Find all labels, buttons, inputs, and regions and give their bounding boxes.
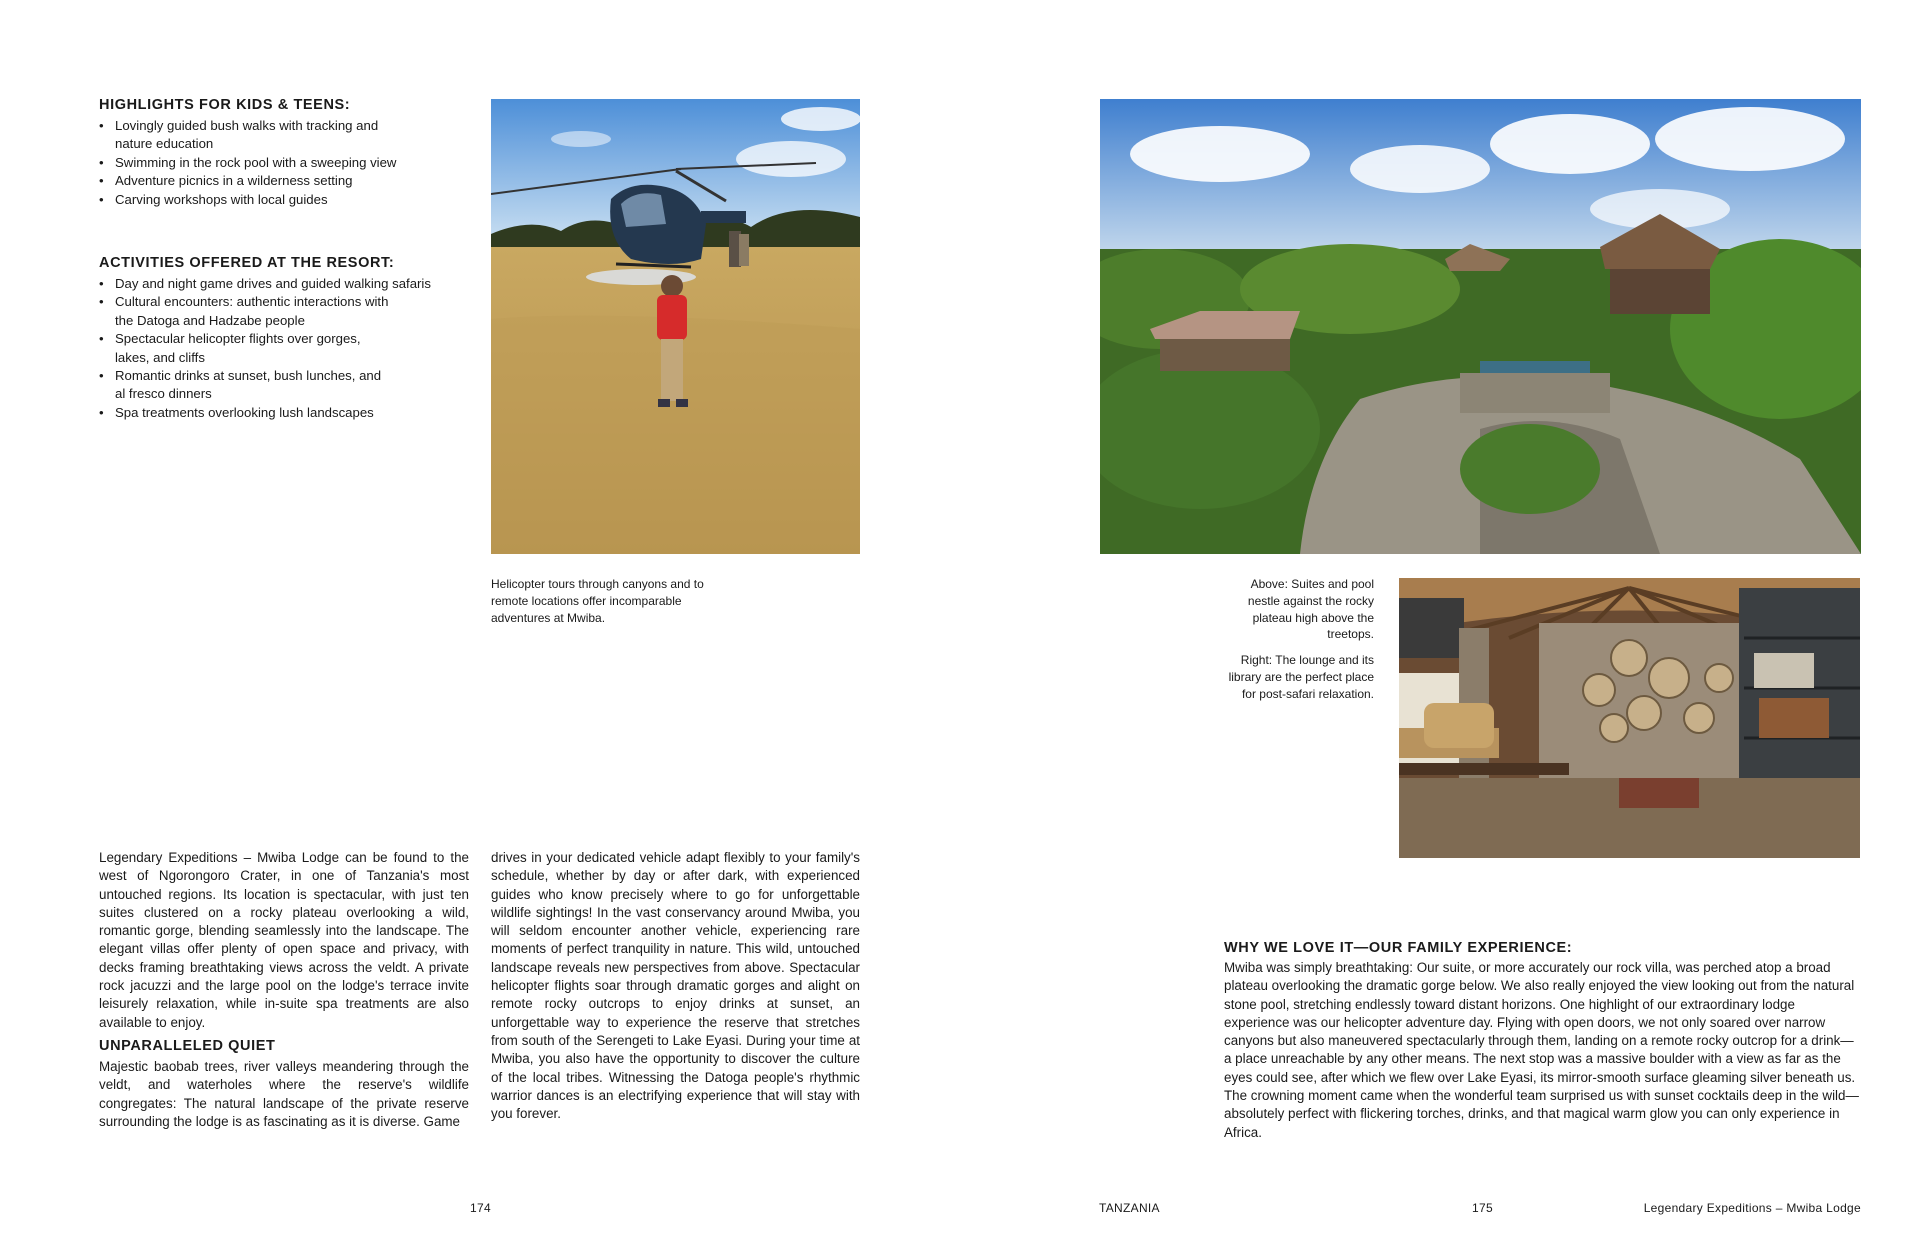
list-item: • Spectacular helicopter flights over gorges, lakes, and cliffs <box>99 330 449 367</box>
activities-section <box>99 255 449 422</box>
list-item: • Adventure picnics in a wilderness setting <box>99 172 409 190</box>
body-column-2 <box>491 849 860 1123</box>
activities-heading: ACTIVITIES OFFERED AT THE RESORT: <box>99 255 395 271</box>
lounge-illustration <box>1399 578 1860 858</box>
lodge-aerial-photo <box>1100 99 1861 554</box>
family-experience-paragraph: Mwiba was simply breathtaking: Our suite, or more accurately our rock villa, was perched atop a broad plateau overlooking the dramatic gorge below. We also really enjoyed the view looking out from the natural stone pool, stretching endlessly toward distant horizons. One highlight of our extraordinary lodge experience was our helicopter adventure day. Flying with open doors, we not only soared over narrow canyons but also maneuvered spectacularly through them, landing on a remote rocky outcrop for a drink—a place unreachable by any other means. The next stop was a massive boulder with a view as far as the eyes could see, after which we flew over Lake Eyasi, its mirror-smooth surface gleaming silver beneath us. The crowning moment came when the wonderful team surprised us with sunset cocktails deep in the wild—absolutely perfect with flickering torches, drinks, and that magical warm glow you can only experience in Africa. <box>1224 960 1859 1140</box>
column-2-paragraph: drives in your dedicated vehicle adapt flexibly to your family's schedule, whether by day or after dark, with experienced guides who know precisely where to go for unforgettable wildlife sightings! In the vast conservancy around Mwiba, you will seldom encounter another vehicle, experiencing rare moments of perfect tranquility in nature. This wild, untouched landscape reveals new perspectives from above. Spectacular helicopter flights soar through dramatic gorges and alight on remote rocky outcrops to enjoy drinks at sunset, an unforgettable way to experience the reserve that stretches from south of the Serengeti to Lake Eyasi. During your time at Mwiba, you also have the opportunity to discover the culture of the local tribes. Witnessing the Datoga people's rhythmic warrior dances is an electrifying experience that will stay with you forever. <box>491 850 860 1122</box>
list-item: • Cultural encounters: authentic interactions with the Datoga and Hadzabe people <box>99 293 449 330</box>
list-item: • Lovingly guided bush walks with tracking and nature education <box>99 117 409 154</box>
helicopter-photo <box>491 99 860 554</box>
caption-above: Above: Suites and pool nestle against the rocky plateau high above the treetops. <box>1247 577 1374 642</box>
running-head-left: TANZANIA <box>1099 1201 1160 1215</box>
lounge-photo <box>1399 578 1860 858</box>
list-item: • Swimming in the rock pool with a sweeping view <box>99 154 409 172</box>
list-item: • Day and night game drives and guided walking safaris <box>99 275 449 293</box>
intro-paragraph: Legendary Expeditions – Mwiba Lodge can be found to the west of Ngorongoro Crater, in one of Tanzania's most untouched regions. Its location is spectacular, with just ten suites clustered on a rocky plateau overlooking a wild, romantic gorge, blending seamlessly into the landscape. The elegant villas offer plenty of open space and privacy, with decks framing breathtaking views across the veldt. A private rock jacuzzi and the large pool on the lodge's terrace invite leisurely relaxation, while in-suite spa treatments are also available to enjoy. <box>99 850 469 1030</box>
helicopter-photo-illustration <box>491 99 860 554</box>
body-column-1 <box>99 849 469 1131</box>
lodge-aerial-illustration <box>1100 99 1861 554</box>
list-item: • Romantic drinks at sunset, bush lunches, and al fresco dinners <box>99 367 449 404</box>
page-number-left: 174 <box>470 1201 491 1215</box>
family-experience-heading: WHY WE LOVE IT—OUR FAMILY EXPERIENCE: <box>1224 940 1573 956</box>
helicopter-caption: Helicopter tours through canyons and to remote locations offer incomparable adventures at Mwiba. <box>491 577 704 625</box>
activities-list <box>99 275 449 422</box>
caption-right: Right: The lounge and its library are the perfect place for post-safari relaxation. <box>1228 653 1374 701</box>
quiet-heading: UNPARALLELED QUIET <box>99 1037 276 1054</box>
list-item: • Carving workshops with local guides <box>99 191 409 209</box>
list-item: • Spa treatments overlooking lush landscapes <box>99 404 449 422</box>
kids-highlights-heading: HIGHLIGHTS FOR KIDS & TEENS: <box>99 97 351 113</box>
quiet-paragraph: Majestic baobab trees, river valleys meandering through the veldt, and waterholes where the reserve's wildlife congregates: The natural landscape of the private reserve surrounding the lodge is as fascinating as it is diverse. Game <box>99 1058 469 1129</box>
kids-highlights-section <box>99 97 439 209</box>
page-number-right: 175 <box>1472 1201 1493 1215</box>
kids-highlights-list <box>99 117 409 209</box>
family-experience-section <box>1224 940 1861 1142</box>
running-head-right: Legendary Expeditions – Mwiba Lodge <box>1643 1201 1861 1215</box>
